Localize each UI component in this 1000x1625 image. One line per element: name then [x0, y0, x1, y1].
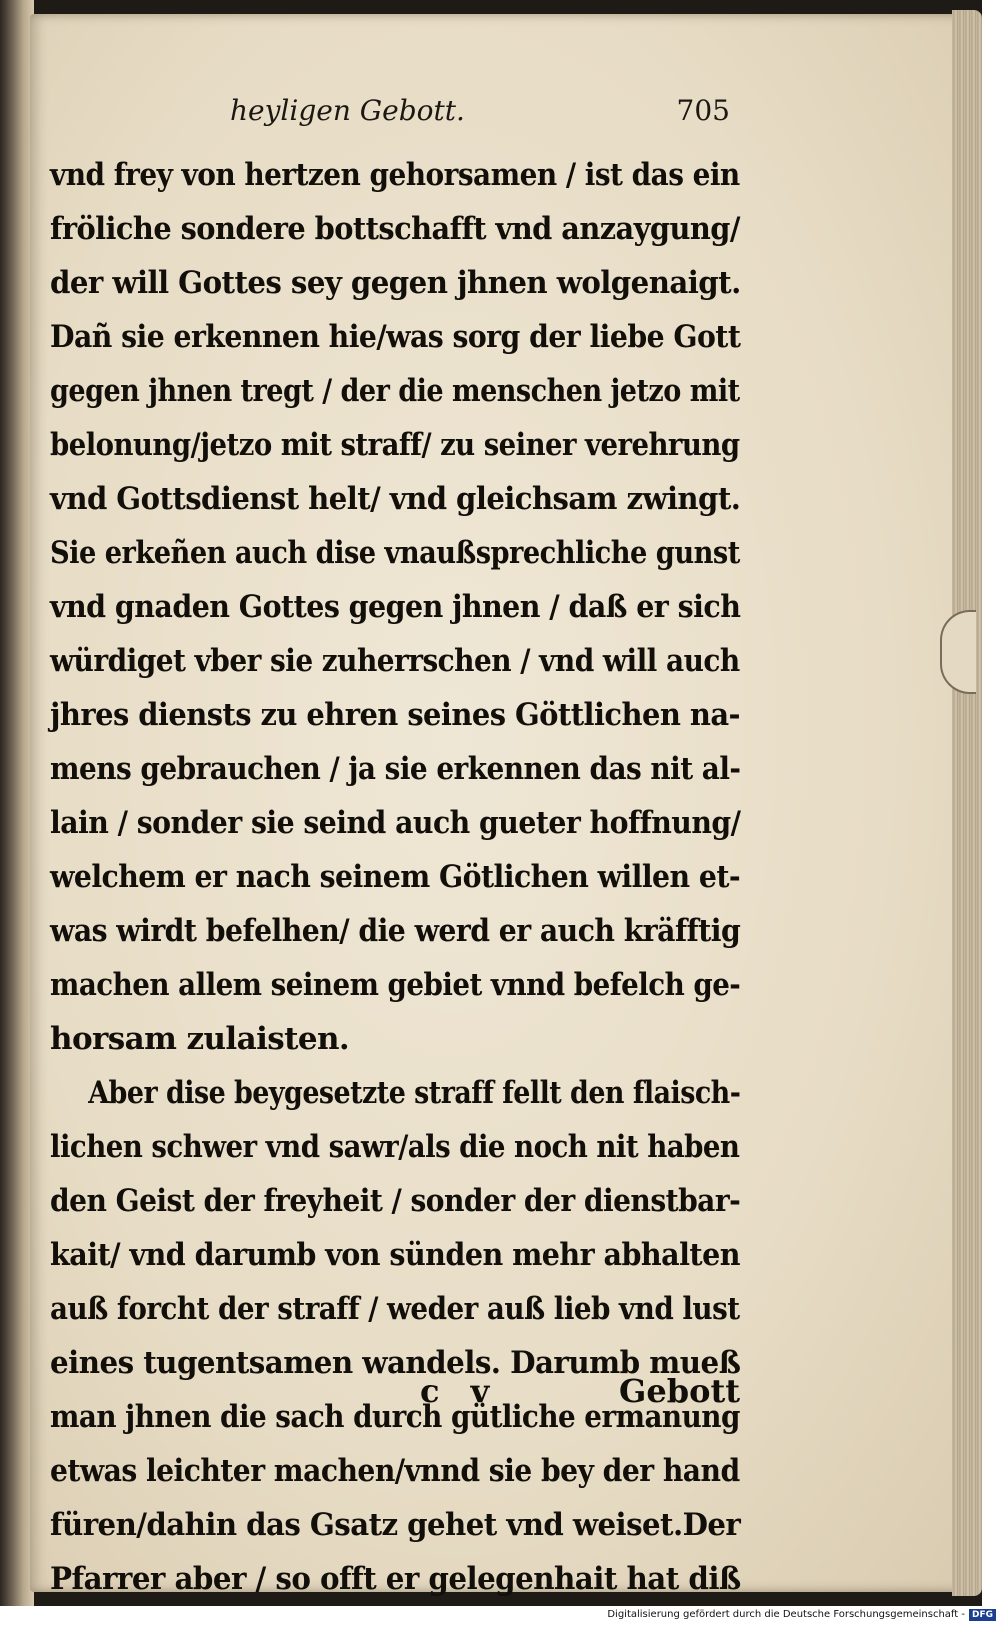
- page-tab-marker: [940, 610, 976, 694]
- page-footer: [420, 1372, 740, 1412]
- text-line: belonung/jetzo mit straff/ zu seiner verehrung: [50, 427, 740, 463]
- text-line: der will Gottes sey gegen jhnen wolgenaigt.: [50, 265, 741, 301]
- text-line: vnd frey von hertzen gehorsamen / ist das ein: [50, 157, 740, 193]
- text-line: füren/dahin das Gsatz gehet vnd weiset.Der: [50, 1507, 741, 1543]
- credit-text: Digitalisierung gefördert durch die Deutsche Forschungsgemeinschaft -: [607, 1609, 965, 1620]
- page-fore-edge: [952, 10, 982, 1596]
- binding-edge: [0, 0, 34, 1606]
- paragraph-start-line: Aber dise beygesetzte straff fellt den flaisch-: [88, 1075, 741, 1111]
- text-line: mens gebrauchen / ja sie erkennen das nit al-: [50, 751, 741, 787]
- page-number: 705: [676, 94, 730, 127]
- page-header: [230, 94, 730, 134]
- digitization-credit: [0, 1606, 1000, 1624]
- dfg-logo: DFG: [969, 1609, 996, 1621]
- signature-mark: c v: [420, 1372, 500, 1410]
- catchword: Gebott: [619, 1372, 740, 1410]
- text-line: auß forcht der straff / weder auß lieb vnd lust: [50, 1291, 740, 1327]
- text-line: lain / sonder sie seind auch gueter hoffnung/: [50, 805, 741, 841]
- text-line: Pfarrer aber / so offt er gelegenhait hat diß: [50, 1561, 741, 1597]
- text-line: vnd gnaden Gottes gegen jhnen / daß er sich: [50, 589, 741, 625]
- text-line: fröliche sondere bottschafft vnd anzaygung/: [50, 211, 740, 247]
- text-line: gegen jhnen tregt / der die menschen jetzo mit: [50, 373, 740, 409]
- text-line: den Geist der freyheit / sonder der dienstbar-: [50, 1183, 741, 1219]
- text-line: welchem er nach seinem Götlichen willen et-: [50, 859, 741, 895]
- running-head: heyligen Gebott.: [230, 94, 465, 127]
- text-line: vnd Gottsdienst helt/ vnd gleichsam zwingt.: [50, 481, 741, 517]
- text-line: horsam zulaisten.: [50, 1021, 350, 1057]
- text-line: was wirdt befelhen/ die werd er auch kräfftig: [50, 913, 741, 949]
- text-line: jhres diensts zu ehren seines Göttlichen na-: [50, 697, 740, 733]
- text-line: Dañ sie erkennen hie/was sorg der liebe Gott: [50, 319, 741, 355]
- text-line: etwas leichter machen/vnnd sie bey der hand: [50, 1453, 740, 1489]
- text-line: machen allem seinem gebiet vnnd befelch ge-: [50, 967, 741, 1003]
- text-line: man jhnen die sach durch gütliche ermanung: [50, 1399, 740, 1435]
- text-line: würdiget vber sie zuherrschen / vnd will auch: [50, 643, 740, 679]
- text-line: kait/ vnd darumb von sünden mehr abhalten: [50, 1237, 740, 1273]
- text-line: eines tugentsamen wandels. Darumb mueß: [50, 1345, 741, 1381]
- text-line: Sie erkeñen auch dise vnaußsprechliche gunst: [50, 535, 740, 571]
- text-line: lichen schwer vnd sawr/als die noch nit haben: [50, 1129, 740, 1165]
